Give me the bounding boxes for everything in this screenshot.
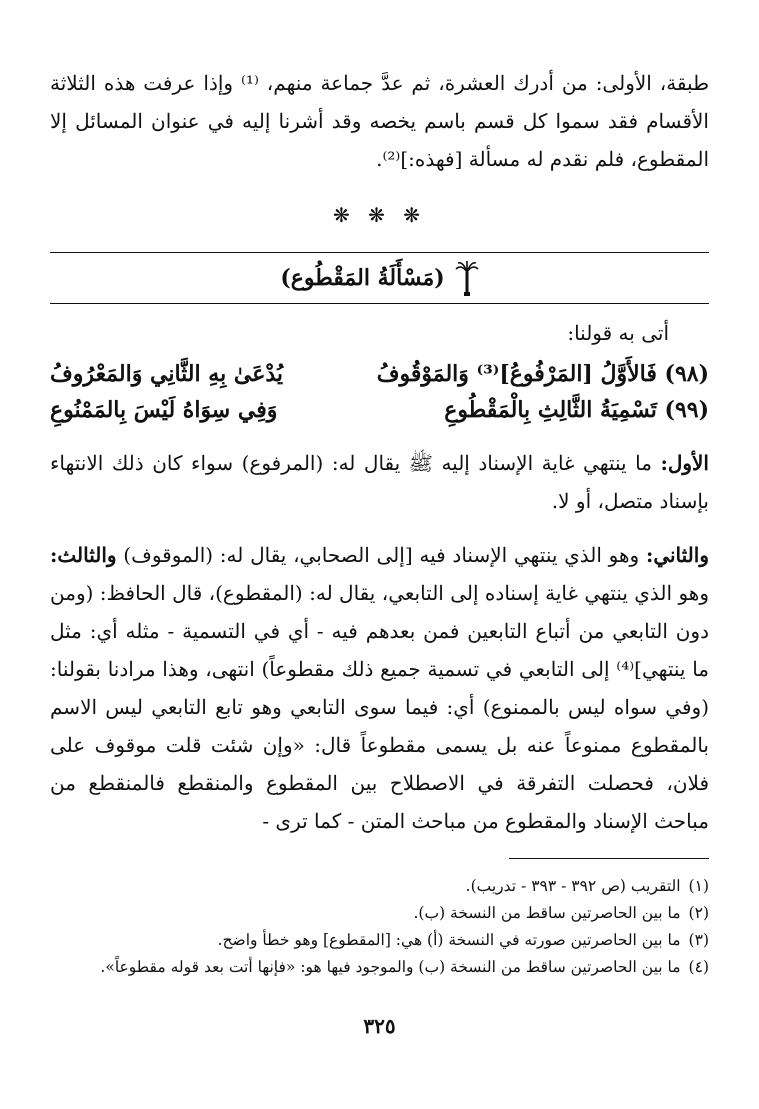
term-first: الأول: <box>660 451 709 475</box>
footnote <box>50 954 709 981</box>
section-title: (مَسْأَلَةُ المَقْطُوع) <box>280 265 445 291</box>
footnote-text: ما بين الحاصرتين ساقط من النسخة (ب). <box>413 904 681 922</box>
term-second: والثاني: <box>645 543 709 567</box>
footnote-text: ما بين الحاصرتين صورته في النسخة (أ) هي: [المقطوع] وهو خطأ واضح. <box>217 931 681 949</box>
footnote-number: (١) <box>688 877 709 895</box>
verse-hemistich-first: (٩٨) فَالأَوَّلُ [المَرْفُوعُ]⁽³⁾ وَالمَوْقُوفُ <box>376 361 709 387</box>
paragraph-second <box>50 536 709 840</box>
paragraph-second-text: وهو الذي ينتهي الإسناد فيه [إلى الصحابي، يقال له: (الموقوف) <box>116 543 646 567</box>
verse-99 <box>50 392 709 428</box>
footnote <box>50 927 709 954</box>
paragraph-first <box>50 444 709 520</box>
verse-98 <box>50 356 709 392</box>
footnote-number: (٣) <box>688 931 709 949</box>
footnote <box>50 900 709 927</box>
palm-tree-icon <box>455 260 479 296</box>
paragraph-first-text: ما ينتهي غاية الإسناد إليه ﷺ يقال له: (المرفوع) سواء كان ذلك الانتهاء بإسناد متصل، أو لا. <box>50 451 709 513</box>
poem-verses <box>50 356 709 428</box>
footnote-text: التقريب (ص ٣٩٢ - ٣٩٣ - تدريب). <box>465 877 681 895</box>
opening-paragraph: طبقة، الأولى: من أدرك العشرة، ثم عدَّ جماعة منهم، ⁽¹⁾ وإذا عرفت هذه الثلاثة الأقسام فقد سموا كل قسم باسم يخصه وقد أشرنا إليه في عنوان المسائل إلا المقطوع، فلم نقدم له مسألة [فهذه:]⁽²⁾. <box>50 71 709 171</box>
section-title-band <box>50 252 709 304</box>
footnote-text: ما بين الحاصرتين ساقط من النسخة (ب) والموجود فيها هو: «فإنها أتت بعد قوله مقطوعاً». <box>100 958 681 976</box>
term-third: والثالث: <box>50 543 117 567</box>
verse-hemistich-second: وَفِي سِوَاهُ لَيْسَ بِالمَمْنُوعِ <box>50 397 278 423</box>
footnotes <box>50 873 709 981</box>
verse-hemistich-first: (٩٩) تَسْمِيَةُ الثَّالِثِ بِالْمَقْطُوعِ <box>444 397 709 423</box>
page-number: ٣٢٥ <box>363 1014 396 1038</box>
section-separator: ❋ ❋ ❋ <box>333 203 426 227</box>
book-page <box>50 60 709 981</box>
footnote-rule <box>509 858 709 859</box>
paragraph-third-text: وهو الذي ينتهي غاية إسناده إلى التابعي، يقال له: (المقطوع)، قال الحافظ: (ومن دون التابعي من أتباع التابعين فمن بعدهم فيه - أي في التسمية - مثله أي: مثل ما ينتهي]⁽⁴⁾ إلى التابعي في تسمية جميع ذلك مقطوعاً) انتهى، وهذا مرادنا بقولنا: (وفي سواه ليس بالممنوع) أي: فيما سوى التابعي وهو تابع التابعي ليس الاسم بالمقطوع ممنوعاً عنه بل يسمى مقطوعاً قال: «وإن شئت قلت موقوف على فلان، فحصلت التفرقة في الاصطلاح بين المقطوع والمنقطع فالمنقطع من مباحث الإسناد والمقطوع من مباحث المتن - كما ترى - <box>50 581 709 833</box>
verse-hemistich-second: يُدْعَىٰ بِهِ الثَّانِي وَالمَعْرُوفُ <box>50 361 283 387</box>
intro-line: أتى به قولنا: <box>567 321 669 345</box>
footnote-number: (٤) <box>688 958 709 976</box>
footnote <box>50 873 709 900</box>
footnote-number: (٢) <box>688 904 709 922</box>
